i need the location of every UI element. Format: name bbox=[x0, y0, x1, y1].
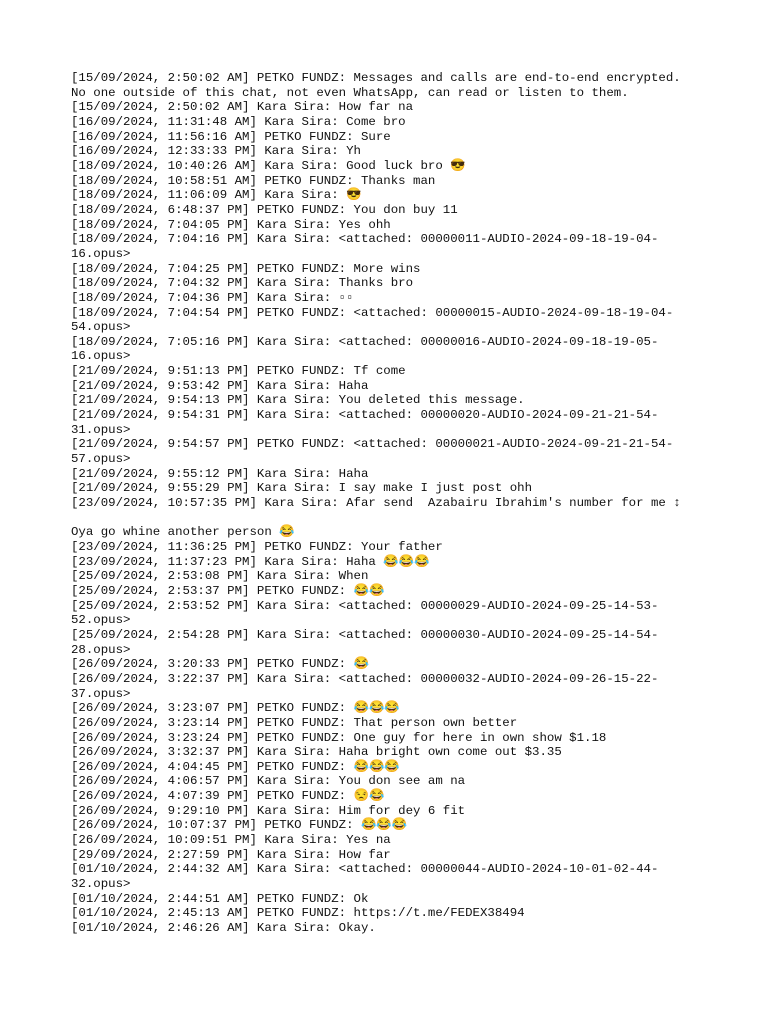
transcript-line: [18/09/2024, 11:06:09 AM] Kara Sira: 😎 bbox=[71, 188, 362, 203]
transcript-line: [21/09/2024, 9:55:12 PM] Kara Sira: Haha bbox=[71, 466, 369, 481]
chat-transcript bbox=[71, 71, 711, 936]
transcript-line: [21/09/2024, 9:54:57 PM] PETKO FUNDZ: <attached: 00000021-AUDIO-2024-09-21-21-54- bbox=[71, 437, 674, 452]
transcript-line: [25/09/2024, 2:53:08 PM] Kara Sira: When bbox=[71, 569, 369, 584]
transcript-line: Oya go whine another person 😂 bbox=[71, 525, 295, 540]
transcript-line: [26/09/2024, 3:32:37 PM] Kara Sira: Haha bright own come out $3.35 bbox=[71, 745, 562, 760]
transcript-line: [23/09/2024, 11:37:23 PM] Kara Sira: Haha 😂😂😂 bbox=[71, 554, 430, 569]
transcript-line: [18/09/2024, 6:48:37 PM] PETKO FUNDZ: You don buy 11 bbox=[71, 202, 458, 217]
blank-line bbox=[71, 511, 711, 526]
transcript-line: [18/09/2024, 7:05:16 PM] Kara Sira: <attached: 00000016-AUDIO-2024-09-18-19-05- bbox=[71, 334, 659, 349]
transcript-line: 32.opus> bbox=[71, 877, 131, 892]
transcript-line: [01/10/2024, 2:44:51 AM] PETKO FUNDZ: Ok bbox=[71, 891, 369, 906]
transcript-line: [01/10/2024, 2:46:26 AM] Kara Sira: Okay. bbox=[71, 921, 376, 936]
transcript-line: No one outside of this chat, not even WhatsApp, can read or listen to them. bbox=[71, 85, 629, 100]
transcript-line: [18/09/2024, 10:40:26 AM] Kara Sira: Good luck bro 😎 bbox=[71, 158, 466, 173]
transcript-line: [18/09/2024, 7:04:36 PM] Kara Sira: ▫▫ bbox=[71, 290, 354, 305]
transcript-line: 16.opus> bbox=[71, 246, 131, 261]
transcript-line: [26/09/2024, 4:07:39 PM] PETKO FUNDZ: 😒😂 bbox=[71, 789, 385, 804]
transcript-line: 31.opus> bbox=[71, 422, 131, 437]
transcript-line: [21/09/2024, 9:53:42 PM] Kara Sira: Haha bbox=[71, 378, 369, 393]
transcript-line: [23/09/2024, 10:57:35 PM] Kara Sira: Afar send Azabairu Ibrahim's number for me ↕ bbox=[71, 496, 681, 511]
transcript-line: [26/09/2024, 3:20:33 PM] PETKO FUNDZ: 😂 bbox=[71, 657, 369, 672]
transcript-line: 28.opus> bbox=[71, 642, 131, 657]
transcript-line: 16.opus> bbox=[71, 349, 131, 364]
transcript-line: [29/09/2024, 2:27:59 PM] Kara Sira: How far bbox=[71, 847, 391, 862]
transcript-line: [26/09/2024, 3:23:14 PM] PETKO FUNDZ: That person own better bbox=[71, 715, 518, 730]
transcript-line: [25/09/2024, 2:53:52 PM] Kara Sira: <attached: 00000029-AUDIO-2024-09-25-14-53- bbox=[71, 598, 659, 613]
transcript-line: [16/09/2024, 11:31:48 AM] Kara Sira: Come bro bbox=[71, 114, 406, 129]
transcript-line: [16/09/2024, 12:33:33 PM] Kara Sira: Yh bbox=[71, 144, 361, 159]
transcript-line: [26/09/2024, 9:29:10 PM] Kara Sira: Him for dey 6 fit bbox=[71, 803, 466, 818]
transcript-line: [26/09/2024, 4:04:45 PM] PETKO FUNDZ: 😂😂😂 bbox=[71, 759, 400, 774]
transcript-line: 37.opus> bbox=[71, 686, 131, 701]
transcript-line: [21/09/2024, 9:55:29 PM] Kara Sira: I say make I just post ohh bbox=[71, 481, 533, 496]
transcript-line: 54.opus> bbox=[71, 320, 131, 335]
transcript-line: [23/09/2024, 11:36:25 PM] PETKO FUNDZ: Your father bbox=[71, 539, 443, 554]
transcript-line: [01/10/2024, 2:44:32 AM] Kara Sira: <attached: 00000044-AUDIO-2024-10-01-02-44- bbox=[71, 862, 659, 877]
transcript-line: [26/09/2024, 10:07:37 PM] PETKO FUNDZ: 😂😂😂 bbox=[71, 818, 408, 833]
transcript-line: [21/09/2024, 9:54:13 PM] Kara Sira: You deleted this message. bbox=[71, 393, 525, 408]
transcript-line: [18/09/2024, 7:04:16 PM] Kara Sira: <attached: 00000011-AUDIO-2024-09-18-19-04- bbox=[71, 232, 659, 247]
transcript-line: [18/09/2024, 7:04:32 PM] Kara Sira: Thanks bro bbox=[71, 276, 414, 291]
transcript-line: [18/09/2024, 7:04:54 PM] PETKO FUNDZ: <attached: 00000015-AUDIO-2024-09-18-19-04- bbox=[71, 305, 674, 320]
transcript-line: [26/09/2024, 3:22:37 PM] Kara Sira: <attached: 00000032-AUDIO-2024-09-26-15-22- bbox=[71, 671, 659, 686]
transcript-line: [26/09/2024, 4:06:57 PM] Kara Sira: You don see am na bbox=[71, 774, 466, 789]
transcript-line: [21/09/2024, 9:54:31 PM] Kara Sira: <attached: 00000020-AUDIO-2024-09-21-21-54- bbox=[71, 408, 659, 423]
transcript-line: [18/09/2024, 7:04:05 PM] Kara Sira: Yes ohh bbox=[71, 217, 391, 232]
transcript-line: [26/09/2024, 10:09:51 PM] Kara Sira: Yes na bbox=[71, 833, 391, 848]
transcript-line: [26/09/2024, 3:23:07 PM] PETKO FUNDZ: 😂😂😂 bbox=[71, 701, 400, 716]
transcript-line: [15/09/2024, 2:50:02 AM] PETKO FUNDZ: Messages and calls are end-to-end encrypted. bbox=[71, 71, 681, 85]
transcript-line: [25/09/2024, 2:54:28 PM] Kara Sira: <attached: 00000030-AUDIO-2024-09-25-14-54- bbox=[71, 627, 659, 642]
transcript-line: [18/09/2024, 7:04:25 PM] PETKO FUNDZ: More wins bbox=[71, 261, 421, 276]
transcript-line: [01/10/2024, 2:45:13 AM] PETKO FUNDZ: https://t.me/FEDEX38494 bbox=[71, 906, 525, 921]
transcript-line: [26/09/2024, 3:23:24 PM] PETKO FUNDZ: One guy for here in own show $1.18 bbox=[71, 730, 607, 745]
transcript-line: [25/09/2024, 2:53:37 PM] PETKO FUNDZ: 😂😂 bbox=[71, 583, 385, 598]
transcript-line: 52.opus> bbox=[71, 613, 131, 628]
transcript-line: [21/09/2024, 9:51:13 PM] PETKO FUNDZ: Tf come bbox=[71, 364, 406, 379]
transcript-line: [16/09/2024, 11:56:16 AM] PETKO FUNDZ: Sure bbox=[71, 129, 391, 144]
transcript-line: [18/09/2024, 10:58:51 AM] PETKO FUNDZ: Thanks man bbox=[71, 173, 436, 188]
transcript-line: [15/09/2024, 2:50:02 AM] Kara Sira: How far na bbox=[71, 100, 414, 115]
transcript-line: 57.opus> bbox=[71, 452, 131, 467]
